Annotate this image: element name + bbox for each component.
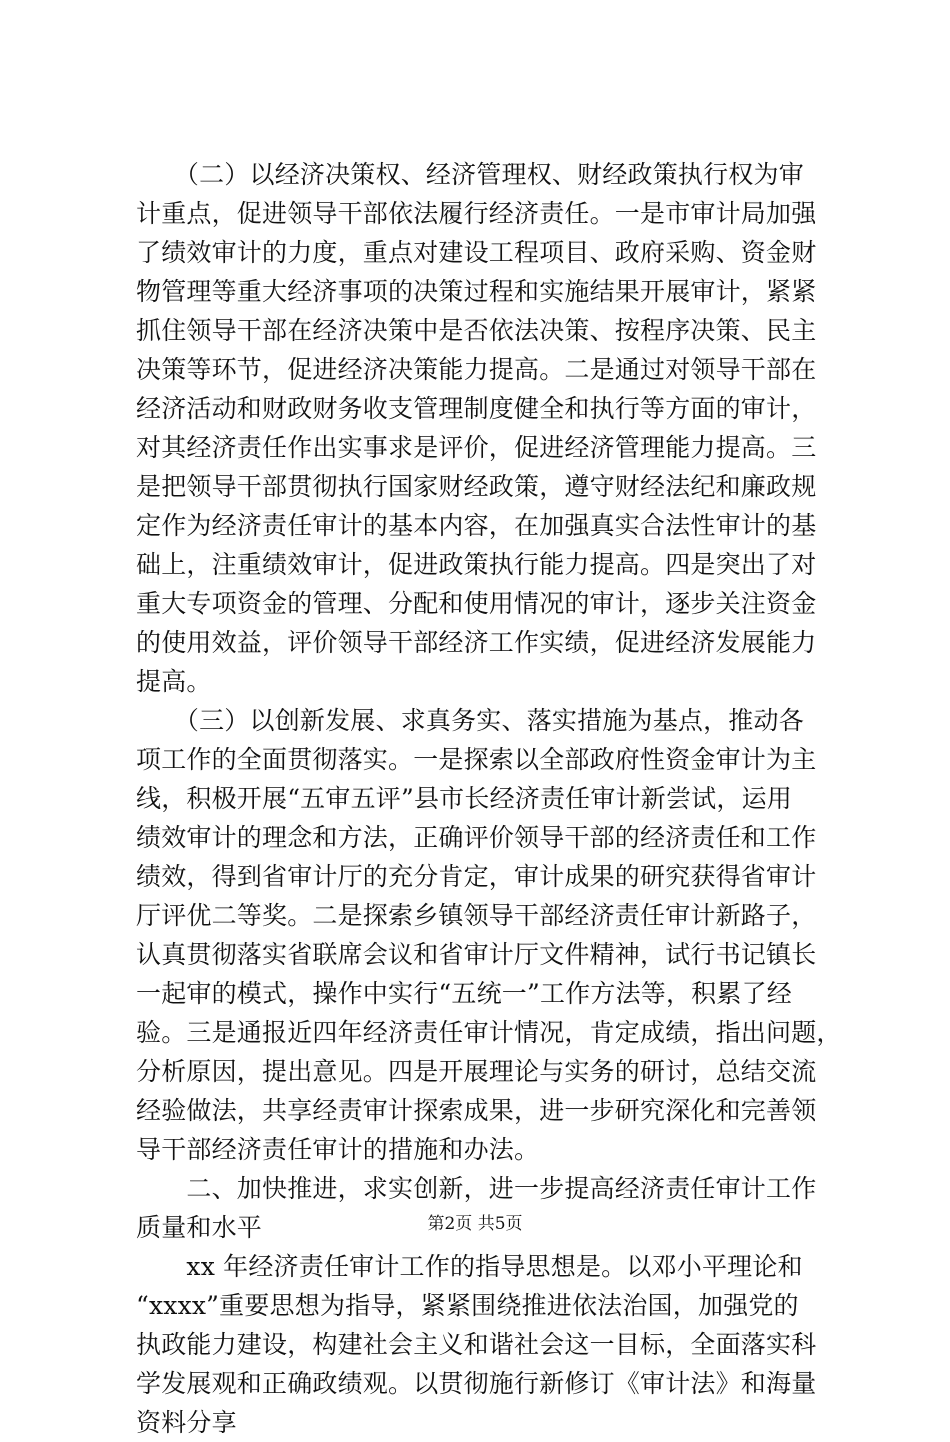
text-line: 绩效审计的理念和方法，正确评价领导干部的经济责任和工作 [136, 823, 817, 852]
text-line: 分析原因，提出意见。四是开展理论与实务的研讨，总结交流 [136, 1057, 817, 1086]
text-line: （二）以经济决策权、经济管理权、财经政策执行权为审 [136, 160, 804, 189]
text-line: 抓住领导干部在经济决策中是否依法决策、按程序决策、民主 [136, 316, 817, 345]
text-line: 认真贯彻落实省联席会议和省审计厅文件精神，试行书记镇长 [136, 940, 817, 969]
text-line: 学发展观和正确政绩观。以贯彻施行新修订《审计法》和海量 [136, 1369, 817, 1398]
text-line: 重大专项资金的管理、分配和使用情况的审计，逐步关注资金 [136, 589, 817, 618]
text-line: 经济活动和财政财务收支管理制度健全和执行等方面的审计， [136, 394, 817, 423]
text-line: 了绩效审计的力度，重点对建设工程项目、政府采购、资金财 [136, 238, 817, 267]
text-line: 厅评优二等奖。二是探索乡镇领导干部经济责任审计新路子， [136, 901, 817, 930]
page-number-footer: 第2页 共5页 [427, 1214, 523, 1234]
document-body [136, 155, 842, 1442]
text-line: 验。三是通报近四年经济责任审计情况，肯定成绩，指出问题， [136, 1018, 842, 1047]
text-line: 的使用效益，评价领导干部经济工作实绩，促进经济发展能力 [136, 628, 817, 657]
text-line: 定作为经济责任审计的基本内容，在加强真实合法性审计的基 [136, 511, 817, 540]
text-line: “xxxx”重要思想为指导，紧紧围绕推进依法治国，加强党的 [136, 1291, 799, 1320]
text-line: 一起审的模式，操作中实行“五统一”工作方法等，积累了经 [136, 979, 792, 1008]
text-line: （三）以创新发展、求真务实、落实措施为基点，推动各 [136, 706, 804, 735]
text-line: 线，积极开展“五审五评”县市长经济责任审计新尝试，运用 [136, 784, 792, 813]
text-line: 经验做法，共享经责审计探索成果，进一步研究深化和完善领 [136, 1096, 817, 1125]
text-line: 导干部经济责任审计的措施和办法。 [136, 1135, 540, 1164]
text-line: 物管理等重大经济事项的决策过程和实施结果开展审计，紧紧 [136, 277, 817, 306]
text-line: 对其经济责任作出实事求是评价，促进经济管理能力提高。三 [136, 433, 817, 462]
text-line: 质量和水平 [136, 1213, 263, 1242]
text-line: 础上，注重绩效审计，促进政策执行能力提高。四是突出了对 [136, 550, 817, 579]
text-line: 绩效，得到省审计厅的充分肯定，审计成果的研究获得省审计 [136, 862, 817, 891]
text-line: 执政能力建设，构建社会主义和谐社会这一目标，全面落实科 [136, 1330, 817, 1359]
text-line: xx 年经济责任审计工作的指导思想是。以邓小平理论和 [136, 1252, 803, 1281]
text-line: 是把领导干部贯彻执行国家财经政策，遵守财经法纪和廉政规 [136, 472, 817, 501]
text-line: 二、加快推进，求实创新，进一步提高经济责任审计工作 [136, 1174, 817, 1203]
text-line: 提高。 [136, 667, 212, 696]
text-line: 决策等环节，促进经济决策能力提高。二是通过对领导干部在 [136, 355, 817, 384]
text-line: 资料分享 [136, 1408, 237, 1437]
text-line: 项工作的全面贯彻落实。一是探索以全部政府性资金审计为主 [136, 745, 817, 774]
text-line: 计重点，促进领导干部依法履行经济责任。一是市审计局加强 [136, 199, 817, 228]
